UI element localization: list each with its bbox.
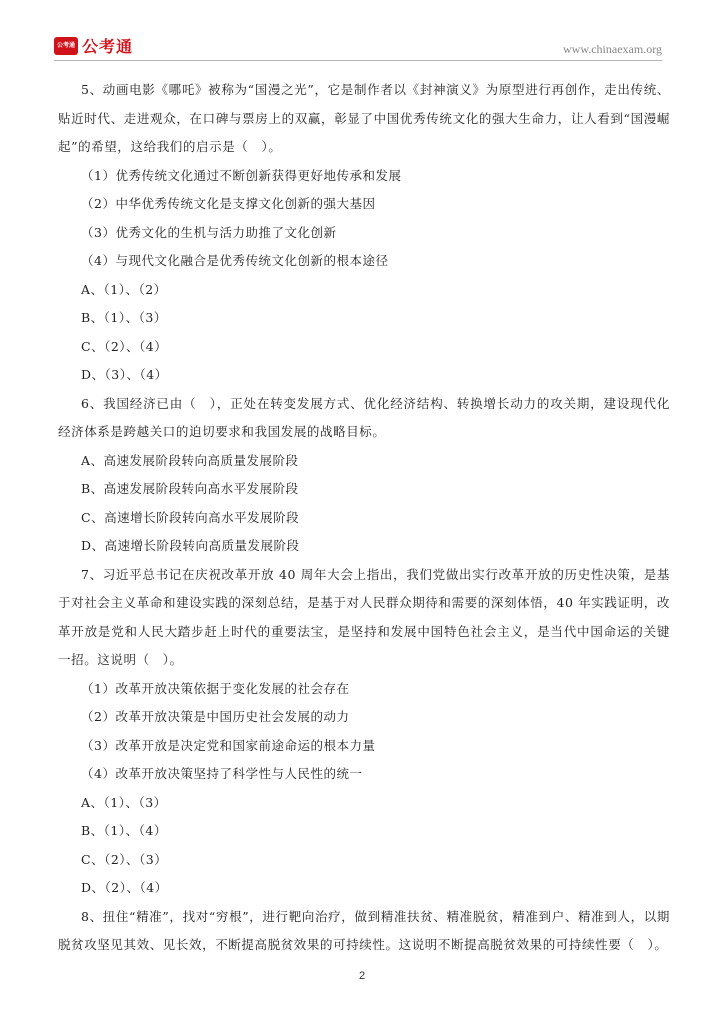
statement: （4）与现代文化融合是优秀传统文化创新的根本途径 (81, 253, 389, 268)
question-stem: 8、扭住“精准”，找对“穷根”，进行靶向治疗，做到精准扶贫、精准脱贫，精准到户、精准到人，以期脱贫攻坚见其效、见长效，不断提高脱贫效果的可持续性。这说明不断提高脱贫效果的可持续性要（ ）。 (58, 908, 670, 952)
statement: （4）改革开放决策坚持了科学性与人民性的统一 (81, 766, 363, 781)
answer-option: C、（2）、（4） (81, 338, 168, 354)
question-list (58, 76, 670, 960)
answer-option: D、（2）、（4） (81, 880, 168, 895)
question-stem: 6、我国经济已由（ ），正处在转变发展方式、优化经济结构、转换增长动力的攻关期，建设现代化经济体系是跨越关口的迫切要求和我国发展的战略目标。 (58, 395, 670, 439)
statement: （2）中华优秀传统文化是支撑文化创新的强大基因 (81, 196, 376, 211)
question-stem: 5、动画电影《哪吒》被称为“国漫之光”，它是制作者以《封神演义》为原型进行再创作，走出传统、贴近时代、走进观众，在口碑与票房上的双赢，彰显了中国优秀传统文化的强大生命力，让人看到“国漫崛起”的希望，这给我们的启示是（ ）。 (58, 82, 670, 154)
statement: （3）优秀文化的生机与活力助推了文化创新 (81, 224, 337, 240)
statement: （3）改革开放是决定党和国家前途命运的根本力量 (81, 737, 376, 753)
answer-option: B、（1）、（3） (81, 310, 167, 325)
page-number: 2 (358, 970, 366, 982)
answer-option: A、高速发展阶段转向高质量发展阶段 (81, 452, 299, 468)
site-url: www.chinaexam.org (563, 42, 662, 56)
answer-option: D、高速增长阶段转向高质量发展阶段 (81, 538, 300, 553)
question-8 (58, 903, 670, 960)
question-6 (58, 390, 670, 561)
question-7 (58, 561, 670, 903)
logo-badge: 公考通 (54, 37, 78, 55)
logo (54, 34, 133, 57)
answer-option: A、（1）、（2） (81, 281, 167, 297)
answer-option: B、高速发展阶段转向高水平发展阶段 (81, 481, 299, 496)
logo-text: 公考通 (82, 37, 134, 56)
question-5 (58, 76, 670, 390)
statement: （1）优秀传统文化通过不断创新获得更好地传承和发展 (81, 167, 402, 183)
question-stem: 7、习近平总书记在庆祝改革开放 40 周年大会上指出，我们党做出实行改革开放的历史性决策，是基于对社会主义革命和建设实践的深刻总结，是基于对人民群众期待和需要的深刻体悟，40 年实践证明，改革开放是党和人民大踏步赶上时代的重要法宝，是坚持和发展中国特色社会主义，是当代中国命运的关键一招。这说明（ ）。 (58, 566, 670, 667)
statement: （2）改革开放决策是中国历史社会发展的动力 (81, 709, 350, 724)
statement: （1）改革开放决策依据于变化发展的社会存在 (81, 680, 350, 696)
answer-option: A、（1）、（3） (81, 794, 167, 810)
header-divider (54, 60, 662, 61)
page-header (54, 28, 662, 62)
answer-option: D、（3）、（4） (81, 367, 168, 382)
answer-option: B、（1）、（4） (81, 823, 167, 838)
answer-option: C、（2）、（3） (81, 851, 168, 867)
answer-option: C、高速增长阶段转向高水平发展阶段 (81, 509, 300, 525)
